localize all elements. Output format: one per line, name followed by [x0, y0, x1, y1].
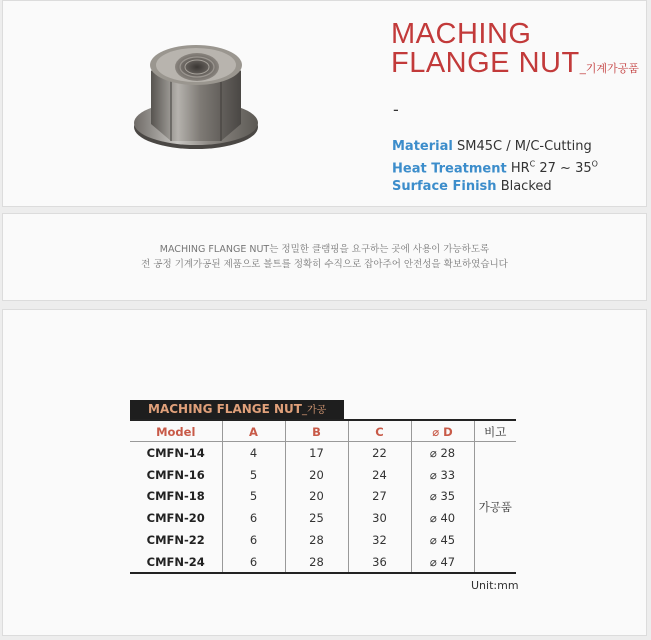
product-title-sub: _기계가공품 — [579, 63, 639, 75]
description-line1: MACHING FLANGE NUT는 정밀한 클램핑을 요구하는 곳에 사용이 가능하도록 — [159, 244, 490, 255]
cell-model: CMFN-16 — [146, 467, 205, 482]
cell-d: ⌀ 28 — [411, 442, 474, 464]
spec-value — [511, 161, 598, 176]
cell-model: CMFN-22 — [146, 533, 205, 548]
unit-label: Unit:mm — [471, 579, 519, 592]
cell-b: 17 — [285, 442, 348, 464]
header-c: C — [348, 421, 411, 442]
header-a: A — [222, 421, 285, 442]
cell-model: CMFN-20 — [146, 511, 205, 526]
table-header-row — [130, 421, 516, 442]
cell-model: CMFN-18 — [146, 489, 205, 504]
cell-a: 6 — [222, 529, 285, 551]
header-model: Model — [156, 424, 196, 439]
cell-b: 20 — [285, 486, 348, 508]
cell-b: 28 — [285, 551, 348, 573]
cell-a: 6 — [222, 551, 285, 573]
cell-c: 30 — [348, 507, 411, 529]
cell-a: 4 — [222, 442, 285, 464]
header-d: ⌀ D — [411, 421, 474, 442]
spec-value: SM45C / M/C-Cutting — [456, 139, 592, 154]
cell-remark: 가공품 — [474, 442, 516, 573]
cell-b: 25 — [285, 507, 348, 529]
cell-a: 5 — [222, 464, 285, 486]
cell-b: 28 — [285, 529, 348, 551]
description-panel — [2, 213, 647, 301]
cell-b: 20 — [285, 464, 348, 486]
table-title-main: MACHING FLANGE NUT — [148, 402, 302, 416]
spec-value: Blacked — [500, 179, 552, 195]
description-line2: 전 공정 기계가공된 제품으로 볼트를 정확히 수직으로 잡아주어 안전성을 확보하였습니다 — [141, 259, 508, 270]
spec-label: Heat Treatment — [392, 161, 507, 177]
cell-d: ⌀ 45 — [411, 529, 474, 551]
table-row — [130, 529, 516, 551]
product-title-main: FLANGE NUT — [391, 47, 580, 79]
spec-surface-finish — [392, 178, 598, 196]
table-row — [130, 486, 516, 508]
product-panel — [2, 0, 647, 207]
cell-c: 32 — [348, 529, 411, 551]
table-bottom-rule — [130, 572, 516, 574]
product-title-line1: MACHING — [391, 18, 532, 50]
table-row — [130, 551, 516, 573]
spec-value-mid: 27 ~ 35 — [535, 161, 592, 177]
cell-a: 6 — [222, 507, 285, 529]
product-title-line2 — [391, 49, 639, 84]
cell-d: ⌀ 35 — [411, 486, 474, 508]
cell-c: 36 — [348, 551, 411, 573]
header-remark: 비고 — [474, 421, 516, 442]
table-row — [130, 507, 516, 529]
cell-model: CMFN-14 — [146, 445, 205, 460]
spec-material — [392, 138, 598, 156]
table-title-sub: _가공 — [301, 405, 327, 416]
description-text — [3, 242, 646, 272]
spec-label: Surface Finish — [392, 179, 497, 195]
header-b: B — [285, 421, 348, 442]
spec-value-sup2: O — [591, 160, 598, 169]
cell-c: 24 — [348, 464, 411, 486]
cell-a: 5 — [222, 486, 285, 508]
cell-c: 22 — [348, 442, 411, 464]
spec-heat-treatment — [392, 156, 598, 178]
spec-label: Material — [392, 139, 453, 154]
dimension-table — [130, 421, 516, 573]
cell-d: ⌀ 47 — [411, 551, 474, 573]
cell-d: ⌀ 33 — [411, 464, 474, 486]
title-divider: - — [393, 100, 399, 119]
cell-model: CMFN-24 — [146, 554, 205, 569]
flange-nut-image — [131, 29, 261, 169]
table-row — [130, 442, 516, 464]
table-title — [130, 400, 344, 419]
cell-d: ⌀ 40 — [411, 507, 474, 529]
spec-value-pre: HR — [510, 161, 530, 177]
table-row — [130, 464, 516, 486]
spec-list — [392, 138, 598, 196]
cell-c: 27 — [348, 486, 411, 508]
spec-value-sup: C — [529, 160, 536, 169]
